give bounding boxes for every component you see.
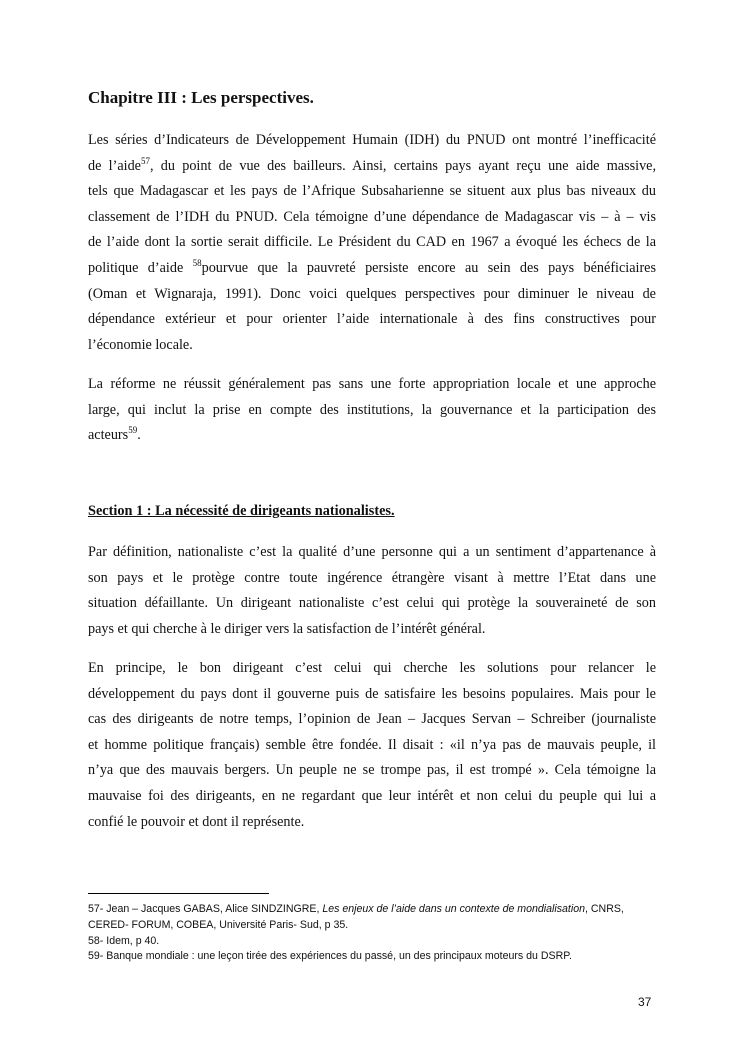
text-line: cas des dirigeants de notre temps, l’opinion de Jean – Jacques Servan – Schreiber (journaliste: [88, 711, 656, 728]
text-line: n’ya que des mauvais bergers. Un peuple ne se trompe pas, il est trompé ». Cela témoigne la: [88, 762, 656, 779]
text-line: mauvaise foi des dirigeants, en ne regardant que leur intérêt et non celui du peuple qui lui a: [88, 787, 656, 804]
footnote-ref-58: 58: [192, 257, 202, 268]
footnote-divider: [88, 893, 269, 894]
text-line: confié le pouvoir et dont il représente.: [88, 813, 305, 830]
footnote-57-title: Les enjeux de l’aide dans un contexte de mondialisation: [322, 903, 586, 915]
paragraph-intro: [88, 128, 656, 358]
footnote-59: 59- Banque mondiale : une leçon tirée des expériences du passé, un des principaux moteurs du DSRP.: [88, 950, 572, 963]
text-line: classement de l’IDH du PNUD. Cela témoigne d’une dépendance de Madagascar vis – à – vis: [88, 208, 656, 225]
text-line: pays et qui cherche à le diriger vers la satisfaction de l’intérêt général.: [88, 620, 486, 637]
text-line: acteurs$^{59}$.: [88, 425, 141, 444]
section-title: Section 1 : La nécessité de dirigeants nationalistes.: [88, 503, 395, 519]
text-line: et homme politique français) semble être fondée. Il disait : «il n’ya pas de mauvais peuple, il: [88, 736, 656, 753]
paragraph-definition: [88, 540, 656, 642]
text-line: (Oman et Wignaraja, 1991). Donc voici quelques perspectives pour diminuer le niveau de: [88, 285, 656, 302]
text-line: de l’aide$^{57}$, du point de vue des bailleurs. Ainsi, certains pays ayant reçu une aide massive,: [88, 155, 657, 174]
text-line: développement du pays dont il gouverne puis de satisfaire les besoins populaires. Mais pour le: [88, 685, 656, 702]
text-line: situation défaillante. Un dirigeant nationaliste c’est celui qui protège la souveraineté de son: [88, 595, 656, 612]
text-line: Les séries d’Indicateurs de Développement Humain (IDH) du PNUD ont montré l’inefficacité: [88, 132, 656, 148]
chapter-title: Chapitre III : Les perspectives.: [88, 88, 314, 107]
text-line: La réforme ne réussit généralement pas sans une forte appropriation locale et une approche: [88, 376, 656, 392]
text-line: large, qui inclut la prise en compte des institutions, la gouvernance et la participation des: [88, 401, 656, 418]
page-number: 37: [638, 995, 652, 1009]
text-line: Par définition, nationaliste c’est la qualité d’une personne qui a un sentiment d’appartenance à: [88, 544, 656, 560]
text-line: dépendance extérieur et pour orienter l’aide internationale à des fins constructives pour: [88, 311, 656, 328]
text-line: de l’aide dont la sortie serait difficile. Le Président du CAD en 1967 a évoqué les échecs de la: [88, 234, 656, 251]
text-line: l’économie locale.: [88, 336, 193, 353]
text-line: tels que Madagascar et les pays de l’Afrique Subsaharienne se situent aux plus bas niveaux du: [88, 183, 656, 200]
text-line: politique d’aide $^{58}$pourvue que la pauvreté persiste encore au sein des pays bénéficiaires: [88, 257, 657, 276]
text-line: En principe, le bon dirigeant c’est celui qui cherche les solutions pour relancer le: [88, 660, 656, 676]
footnote-57-continued: CERED- FORUM, COBEA, Université Paris- Sud, p 35.: [88, 918, 349, 931]
footnote-ref-59: 59: [128, 425, 138, 436]
footnote-58: 58- Idem, p 40.: [88, 934, 160, 947]
footnote-ref-57: 57: [140, 155, 150, 166]
paragraph-principle: [88, 656, 656, 835]
footnote-57: 57- Jean – Jacques GABAS, Alice SINDZINGRE, Les enjeux de l’aide dans un contexte de mondialisation, CNRS,: [88, 903, 624, 915]
paragraph-reform: [88, 372, 656, 449]
text-line: son pays et le protège contre toute ingérence étrangère visant à mettre l’Etat dans une: [88, 569, 656, 586]
footnotes: [88, 902, 668, 965]
